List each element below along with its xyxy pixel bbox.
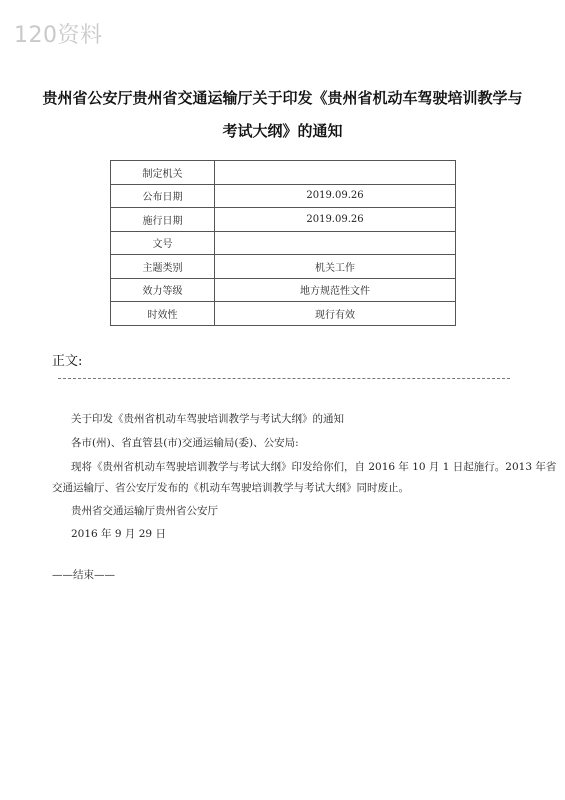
section-label-body: 正文: [52, 354, 83, 369]
table-row [111, 231, 456, 255]
meta-value-issuer [215, 161, 456, 185]
meta-value-doc-number [215, 231, 456, 255]
meta-key-doc-number: 文号 [111, 231, 215, 255]
meta-value-effective-date: 2019.09.26 [215, 208, 456, 232]
table-row [111, 302, 456, 326]
body-paragraph-heading: 关于印发《贵州省机动车驾驶培训教学与考试大纲》的通知 [71, 413, 344, 425]
body-signature: 贵州省交通运输厅贵州省公安厅 [71, 505, 218, 517]
table-row [111, 208, 456, 232]
body-paragraph-main-line1: 现将《贵州省机动车驾驶培训教学与考试大纲》印发给你们，自 2016 年 10 月 1 日起施行。2013 年省 [71, 461, 557, 473]
title-line-2: 考试大纲》的通知 [222, 122, 343, 140]
meta-key-level: 效力等级 [111, 278, 215, 302]
meta-key-publish-date: 公布日期 [111, 184, 215, 208]
title-line-1: 贵州省公安厅贵州省交通运输厅关于印发《贵州省机动车驾驶培训教学与 [42, 89, 523, 107]
meta-key-topic: 主题类别 [111, 255, 215, 279]
table-row [111, 255, 456, 279]
dashed-divider [58, 378, 510, 379]
metadata-table [110, 160, 456, 326]
meta-value-publish-date: 2019.09.26 [215, 184, 456, 208]
meta-value-validity: 现行有效 [215, 302, 456, 326]
body-paragraph-main-line2: 交通运输厅、省公安厅发布的《机动车驾驶培训教学与考试大纲》同时废止。 [52, 482, 409, 494]
meta-key-effective-date: 施行日期 [111, 208, 215, 232]
table-row [111, 161, 456, 185]
table-row [111, 184, 456, 208]
meta-key-validity: 时效性 [111, 302, 215, 326]
meta-value-topic: 机关工作 [215, 255, 456, 279]
end-mark: ——结束—— [52, 569, 115, 581]
body-paragraph-addressee: 各市(州)、省直管县(市)交通运输局(委)、公安局: [71, 437, 299, 449]
document-title [26, 82, 539, 148]
watermark-logo: 120资料 [14, 23, 103, 48]
meta-key-issuer: 制定机关 [111, 161, 215, 185]
meta-value-level: 地方规范性文件 [215, 278, 456, 302]
body-date: 2016 年 9 月 29 日 [71, 528, 166, 540]
table-row [111, 278, 456, 302]
